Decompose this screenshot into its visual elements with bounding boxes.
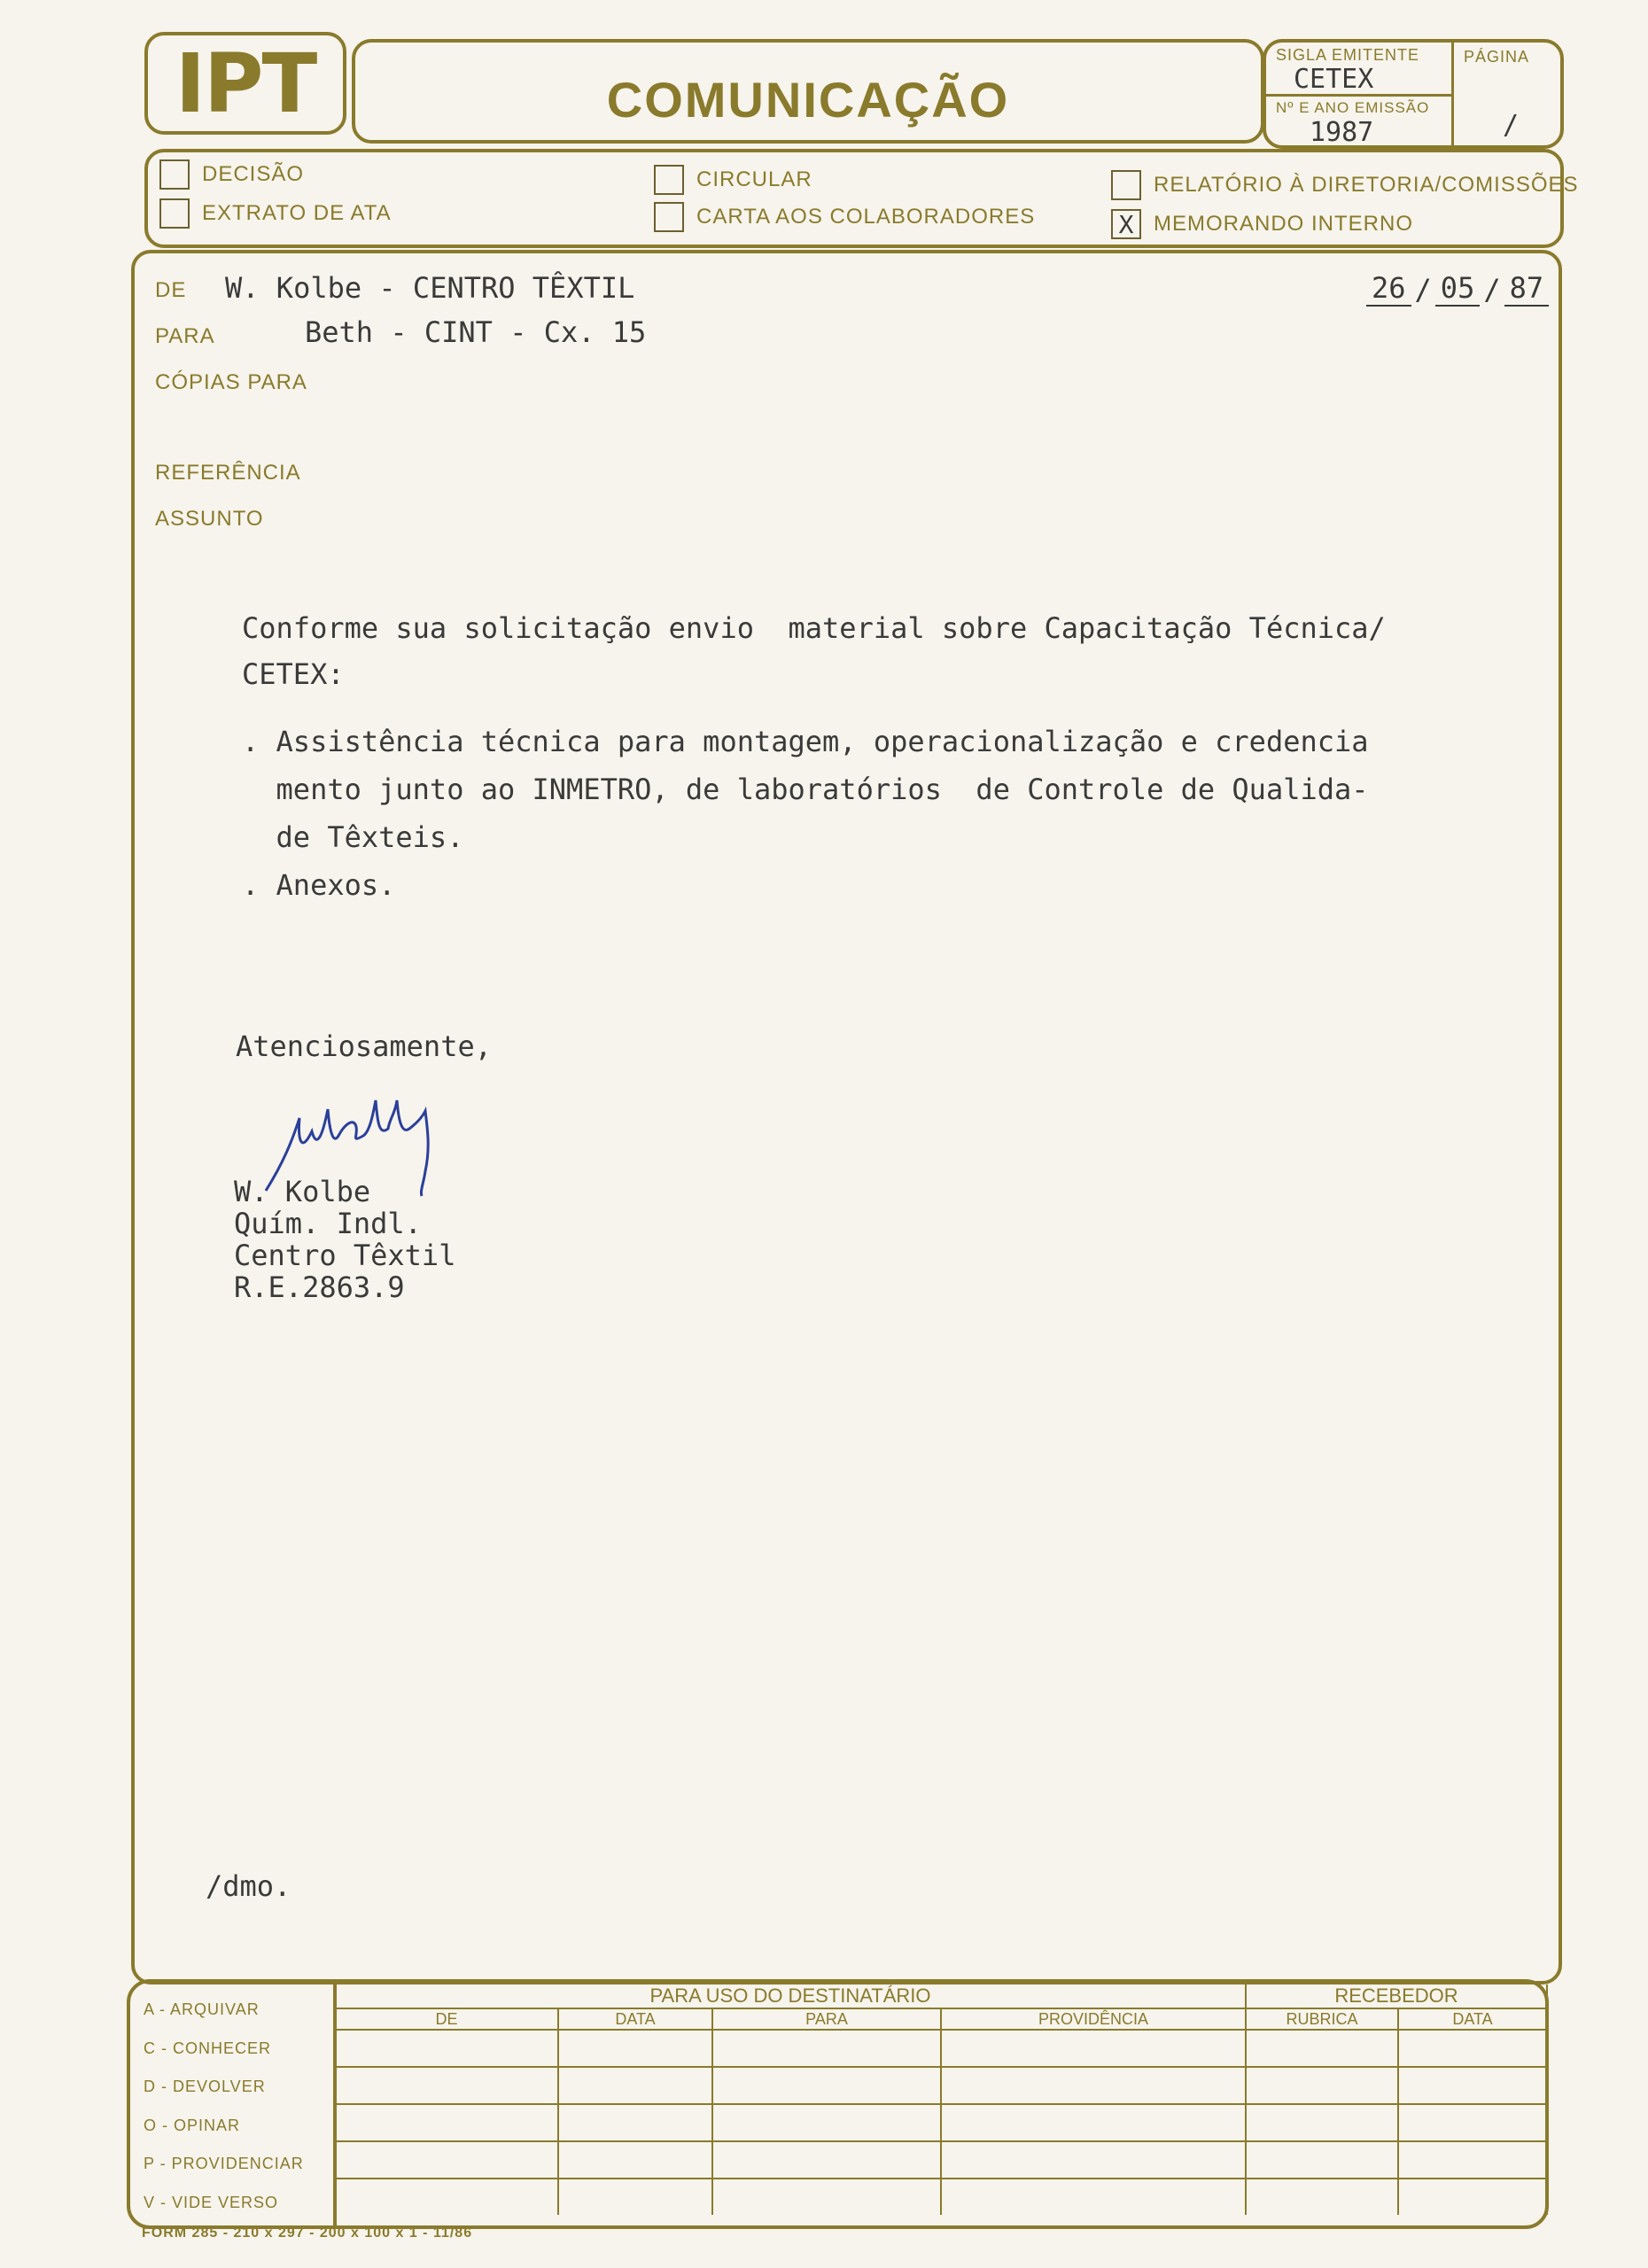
sigla-value: CETEX: [1294, 64, 1374, 95]
checkbox-label: RELATÓRIO À DIRETORIA/COMISSÕES: [1154, 173, 1579, 197]
date-day: 26: [1366, 271, 1411, 307]
de-label: DE: [155, 278, 187, 302]
signer-title: Quím. Indl.: [234, 1207, 422, 1240]
ipt-logo: IPT: [175, 35, 316, 131]
body-line: . Anexos.: [242, 868, 396, 902]
pagina-label: PÁGINA: [1464, 48, 1530, 66]
pagina-value: /: [1503, 110, 1520, 141]
body-line: mento junto ao INMETRO, de laboratórios de Controle de Qualida-: [242, 773, 1369, 806]
body-line: . Assistência técnica para montagem, operacionalização e credencia: [242, 725, 1369, 758]
signer-name: W. Kolbe: [234, 1175, 371, 1208]
checkbox[interactable]: [654, 165, 684, 195]
numero-value: 1987: [1310, 117, 1374, 148]
sigla-label: SIGLA EMITENTE: [1276, 46, 1420, 64]
para-label: PARA: [155, 324, 215, 348]
legend-item: P - PROVIDENCIAR: [144, 2155, 304, 2172]
checkbox-carta-aos-colaboradores[interactable]: [654, 202, 1035, 232]
signer-registration: R.E.2863.9: [234, 1270, 405, 1304]
copias-label: CÓPIAS PARA: [155, 370, 307, 394]
meta-divider: [1451, 43, 1454, 147]
recebedor-title: RECEBEDOR: [1246, 1984, 1547, 2008]
body-line: CETEX:: [242, 657, 345, 691]
closing: Atenciosamente,: [236, 1029, 492, 1063]
date-month: 05: [1435, 271, 1481, 307]
table-row: [335, 2104, 1547, 2141]
checkbox[interactable]: X: [1111, 209, 1141, 239]
checkbox[interactable]: [1111, 170, 1141, 200]
checkbox-label: CIRCULAR: [696, 167, 812, 191]
legend-item: O - OPINAR: [144, 2117, 241, 2134]
typist-initials: /dmo.: [206, 1869, 292, 1903]
checkbox[interactable]: [654, 202, 684, 232]
numero-label: Nº E ANO EMISSÃO: [1276, 99, 1430, 116]
table-row: [335, 2030, 1547, 2067]
checkbox-extrato-de-ata[interactable]: [159, 198, 392, 229]
checkbox[interactable]: [159, 198, 190, 229]
legend-item: C - CONHECER: [144, 2039, 272, 2057]
document-title: COMUNICAÇÃO: [606, 71, 1010, 128]
checkbox-decisao[interactable]: [159, 159, 304, 190]
checkbox-label: CARTA AOS COLABORADORES: [696, 205, 1036, 229]
table-row: [335, 2141, 1547, 2179]
checkbox-relatorio[interactable]: [1111, 170, 1579, 200]
checkbox-memorando-interno[interactable]: [1111, 209, 1413, 239]
column-header: PARA: [712, 2008, 941, 2030]
legend-item: D - DEVOLVER: [144, 2078, 266, 2095]
column-header: DATA: [558, 2008, 712, 2030]
referencia-label: REFERÊNCIA: [155, 461, 301, 485]
checkbox-label: MEMORANDO INTERNO: [1154, 212, 1413, 236]
checkbox-label: EXTRATO DE ATA: [202, 201, 392, 225]
table-row: [335, 2067, 1547, 2104]
legend-item: A - ARQUIVAR: [144, 2000, 260, 2018]
checkbox-circular[interactable]: [654, 165, 812, 195]
de-value: W. Kolbe - CENTRO TÊXTIL: [225, 271, 635, 305]
destination-table: [334, 1984, 1548, 2215]
column-header: PROVIDÊNCIA: [941, 2008, 1246, 2030]
title-box: [352, 39, 1264, 144]
date-year: 87: [1504, 271, 1550, 307]
body-line: Conforme sua solicitação envio material sobre Capacitação Técnica/: [242, 611, 1386, 645]
column-header: RUBRICA: [1246, 2008, 1398, 2030]
checkbox-label: DECISÃO: [202, 162, 305, 186]
ipt-logo-box: [144, 32, 346, 135]
signer-department: Centro Têxtil: [234, 1239, 456, 1272]
para-value: Beth - CINT - Cx. 15: [305, 315, 647, 349]
assunto-label: ASSUNTO: [155, 507, 264, 531]
column-header: DE: [335, 2008, 558, 2030]
legend-item: V - VIDE VERSO: [144, 2194, 279, 2211]
checkbox[interactable]: [159, 159, 190, 190]
column-header: DATA: [1398, 2008, 1547, 2030]
date: 26 / 05 / 87: [1366, 271, 1549, 307]
table-row: [335, 2179, 1547, 2215]
form-code: FORM 285 - 210 x 297 - 200 x 100 x 1 - 11/86: [142, 2225, 473, 2241]
body-line: de Têxteis.: [242, 820, 464, 854]
dest-title: PARA USO DO DESTINATÁRIO: [335, 1984, 1246, 2008]
